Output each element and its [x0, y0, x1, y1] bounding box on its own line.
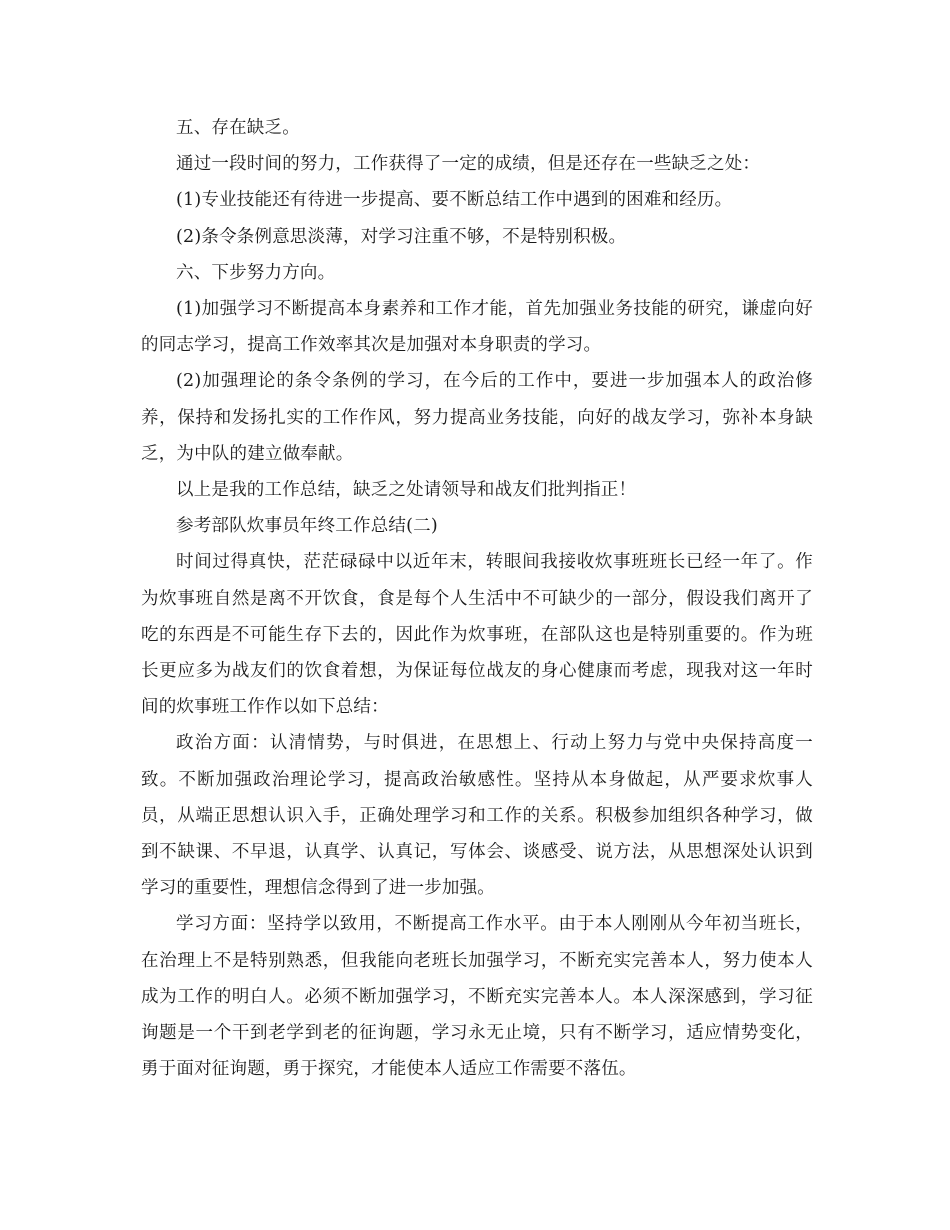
section-heading-shortcomings: 五、存在缺乏。: [176, 118, 300, 138]
section-heading-next-steps: 六、下步努力方向。: [176, 262, 336, 283]
list-item-next-step-1: (1)加强学习不断提高本身素养和工作才能，首先加强业务技能的研究，谦虚向好的同志学习，提高工作效率其次是加强对本身职责的学习。: [141, 299, 813, 356]
paragraph-shortcomings-intro: 通过一段时间的努力，工作获得了一定的成绩，但是还存在一些缺乏之处：: [176, 154, 761, 175]
paragraph-study: 学习方面：坚持学以致用，不断提高工作水平。由于本人刚刚从今年初当班长，在治理上不是特别熟悉，但我能向老班长加强学习，不断充实完善本人，努力使本人成为工作的明白人。必须不断加强学习，不断充实完善本人。本人深深感到，学习征询题是一个干到老学到老的征询题，学习永无止境，只有不断学习，适应情势变化，勇于面对征询题，勇于探究，才能使本人适应工作需要不落伍。: [141, 914, 813, 1080]
paragraph-intro: 时间过得真快，茫茫碌碌中以近年末，转眼间我接收炊事班班长已经一年了。作为炊事班自然是离不开饮食，食是每个人生活中不可缺少的一部分，假设我们离开了吃的东西是不可能生存下去的，因此作为炊事班，在部队这也是特别重要的。作为班长更应多为战友们的饮食着想，为保证每位战友的身心健康而考虑，现我对这一年时间的炊事班工作作以如下总结：: [141, 552, 813, 718]
document-body: [141, 110, 813, 1087]
list-item-shortcoming-1: (1)专业技能还有待进一步提高、要不断总结工作中遇到的困难和经历。: [176, 190, 733, 211]
list-item-shortcoming-2: (2)条令条例意思淡薄，对学习注重不够，不是特别积极。: [176, 226, 627, 247]
paragraph-closing: 以上是我的工作总结，缺乏之处请领导和战友们批判指正！: [176, 480, 637, 501]
paragraph-political: 政治方面：认清情势，与时俱进，在思想上、行动上努力与党中央保持高度一致。不断加强政治理论学习，提高政治敏感性。坚持从本身做起，从严要求炊事人员，从端正思想认识入手，正确处理学习和工作的关系。积极参加组织各种学习，做到不缺课、不早退，认真学、认真记，写体会、谈感受、说方法，从思想深处认识到学习的重要性，理想信念得到了进一步加强。: [141, 733, 813, 899]
document-subtitle: 参考部队炊事员年终工作总结(二): [176, 516, 438, 537]
list-item-next-step-2: (2)加强理论的条令条例的学习，在今后的工作中，要进一步加强本人的政治修养，保持和发扬扎实的工作作风，努力提高业务技能，向好的战友学习，弥补本身缺乏，为中队的建立做奉献。: [141, 371, 813, 464]
